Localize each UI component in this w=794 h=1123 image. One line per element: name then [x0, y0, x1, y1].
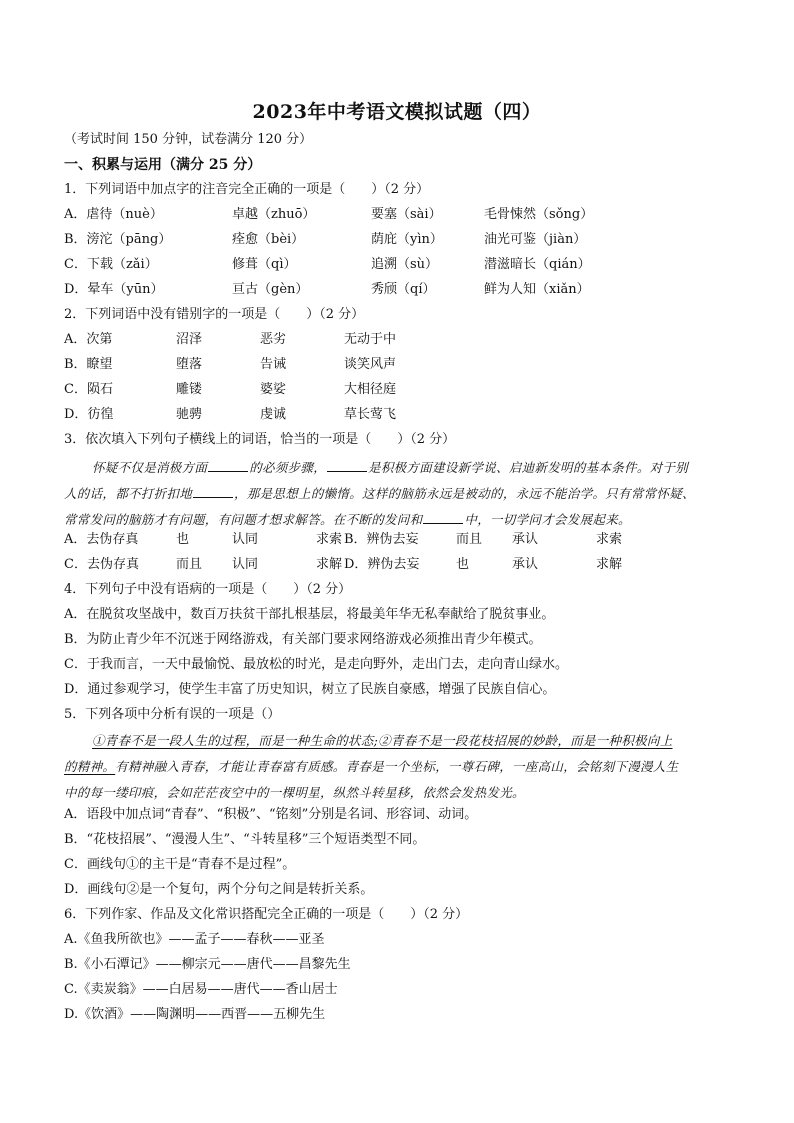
q3-option-a-item-3: 认同 [232, 532, 259, 547]
fill-blank [423, 509, 463, 524]
q2-option-d-item-4: 草长莺飞 [344, 407, 397, 422]
q1-option-c-item-1: C．下载（zǎi） [64, 257, 158, 272]
q1-option-b-item-1: B．滂沱（pāng） [64, 232, 172, 247]
q2-option-d-item-3: 虔诚 [260, 407, 287, 422]
q3-option-c-item-2: 而且 [176, 557, 203, 572]
q1-option-a-item-1: A．虐待（nuè） [64, 207, 163, 222]
q2-option-a-item-2: 沼泽 [176, 332, 203, 347]
fill-blank [208, 457, 248, 472]
q2-option-d-item-2: 驰骋 [176, 407, 203, 422]
q3-option-d-item-1: D．辨伪去妄 [344, 557, 420, 572]
q1-option-d-item-1: D．晕车（yūn） [64, 282, 164, 297]
fill-blank [327, 457, 367, 472]
q3-option-c-item-4: 求解 [316, 557, 343, 572]
question-6-stem: 6．下列作家、作品及文化常识搭配完全正确的一项是（ ）（2 分） [64, 907, 469, 922]
q1-option-c-item-4: 潜滋暗长（qián） [484, 257, 591, 272]
q3-option-b-item-2: 而且 [456, 532, 483, 547]
q1-option-d-item-3: 秀颀（qí） [371, 282, 436, 297]
q1-option-c-item-2: 修葺（qì） [232, 257, 297, 272]
q6-option-c: C.《卖炭翁》——白居易——唐代——香山居士 [64, 982, 338, 997]
q2-option-c-item-4: 大相径庭 [344, 382, 397, 397]
q3-option-d-item-3: 承认 [512, 557, 539, 572]
q3-option-b-item-1: B．辨伪去妄 [344, 532, 419, 547]
q3-option-a-item-4: 求索 [316, 532, 343, 547]
question-2-stem: 2．下列词语中没有错别字的一项是（ ）（2 分） [64, 307, 365, 322]
q2-option-b-item-4: 谈笑风声 [344, 357, 397, 372]
q3-passage-line-2: 人的话，都不打折扣地 ，那是思想上的懒惰。这样的脑筋永远是被动的，永远不能治学。只有常常怀疑、 [64, 483, 695, 503]
q2-option-b-item-2: 堕落 [176, 357, 203, 372]
q2-option-a-item-4: 无动于中 [344, 332, 397, 347]
q4-option-b: B．为防止青少年不沉迷于网络游戏，有关部门要求网络游戏必须推出青少年模式。 [64, 632, 542, 647]
q3-option-c-item-1: C．去伪存真 [64, 557, 139, 572]
q2-option-d-item-1: D．彷徨 [64, 407, 114, 422]
q1-option-d-item-4: 鲜为人知（xiǎn） [484, 282, 590, 297]
q3-option-c-item-3: 认同 [232, 557, 259, 572]
question-5-stem: 5．下列各项中分析有误的一项是（） [64, 707, 281, 722]
q1-option-d-item-2: 亘古（gèn） [232, 282, 309, 297]
section-heading: 一、积累与运用（满分 25 分） [64, 157, 262, 173]
q2-option-b-item-3: 告诫 [260, 357, 287, 372]
q3-passage-line-3: 常常发问的脑筋才有问题，有问题才想求解答。在不断的发问和 中，一切学问才会发展起来。 [64, 509, 631, 529]
q4-option-a: A．在脱贫攻坚战中，数百万扶贫干部扎根基层，将最美年华无私奉献给了脱贫事业。 [64, 607, 555, 622]
q1-option-b-item-4: 油光可鉴（jiàn） [484, 232, 587, 247]
q2-option-b-item-1: B．瞭望 [64, 357, 113, 372]
q1-option-b-item-2: 痊愈（bèi） [232, 232, 305, 247]
q1-option-a-item-3: 要塞（sài） [371, 207, 442, 222]
q1-option-c-item-3: 追溯（sù） [371, 257, 439, 272]
q3-option-b-item-3: 承认 [512, 532, 539, 547]
q1-option-b-item-3: 荫庇（yìn） [371, 232, 443, 247]
question-4-stem: 4．下列句子中没有语病的一项是（ ）（2 分） [64, 582, 352, 597]
q4-option-c: C．于我而言，一天中最愉悦、最放松的时光，是走向野外，走出门去，走向青山绿水。 [64, 657, 568, 672]
q6-option-a: A.《鱼我所欲也》——孟子——春秋——亚圣 [64, 932, 325, 947]
q5-passage-line-3: 中的每一缕印痕，会如茫茫夜空中的一棵明星，纵然斗转星移，依然会发热发光。 [64, 785, 525, 800]
q6-option-d: D.《饮酒》——陶渊明——西晋——五柳先生 [64, 1007, 326, 1022]
q3-option-d-item-2: 也 [456, 557, 470, 572]
q4-option-d: D．通过参观学习，使学生丰富了历史知识，树立了民族自豪感，增强了民族自信心。 [64, 682, 556, 697]
q5-option-d: D．画线句②是一个复句，两个分句之间是转折关系。 [64, 882, 374, 897]
q5-passage-line-1 [92, 732, 673, 750]
page-title: 2023年中考语文模拟试题（四） [252, 101, 542, 123]
q5-option-b: B．“花枝招展”、“漫漫人生”、“斗转星移”三个短语类型不同。 [64, 832, 426, 847]
q2-option-c-item-1: C．陨石 [64, 382, 113, 397]
q3-option-d-item-4: 求解 [596, 557, 623, 572]
underlined-sentence-2: ②青春不是一段花枝招展的妙龄，而是一种积极向上 [378, 733, 673, 748]
q3-passage-line-1: 怀疑不仅是消极方面 的必须步骤， 是积极方面建设新学说、启迪新发明的基本条件。对于别 [92, 457, 688, 477]
q3-option-a-item-1: A．去伪存真 [64, 532, 139, 547]
q6-option-b: B.《小石潭记》——柳宗元——唐代——昌黎先生 [64, 957, 351, 972]
q2-option-a-item-3: 恶劣 [260, 332, 287, 347]
q2-option-a-item-1: A．次第 [64, 332, 113, 347]
question-3-stem: 3．依次填入下列句子横线上的词语，恰当的一项是（ ）（2 分） [64, 432, 456, 447]
q5-option-c: C．画线句①的主干是“青春不是过程”。 [64, 857, 296, 872]
fill-blank [193, 483, 233, 498]
question-1-stem: 1．下列词语中加点字的注音完全正确的一项是（ ）（2 分） [64, 182, 430, 197]
q2-option-c-item-2: 雕镂 [176, 382, 203, 397]
exam-info: （考试时间 150 分钟，试卷满分 120 分） [64, 132, 313, 147]
q2-option-c-item-3: 婆娑 [260, 382, 287, 397]
underlined-sentence-1: ①青春不是一段人生的过程，而是一种生命的状态; [92, 733, 379, 748]
q1-option-a-item-4: 毛骨悚然（sǒng） [484, 207, 594, 222]
q5-passage-line-2: 的精神。有精神融入青春，才能让青春富有质感。青春是一个坐标，一尊石碑，一座高山，会铭刻下漫漫人生 [64, 759, 679, 774]
underlined-sentence-2-end: 的精神。 [64, 759, 116, 774]
q3-option-a-item-2: 也 [176, 532, 190, 547]
q5-option-a: A．语段中加点词“青春”、“积极”、“铭刻”分别是名词、形容词、动词。 [64, 807, 478, 822]
q3-option-b-item-4: 求索 [596, 532, 623, 547]
q1-option-a-item-2: 卓越（zhuō） [232, 207, 316, 222]
